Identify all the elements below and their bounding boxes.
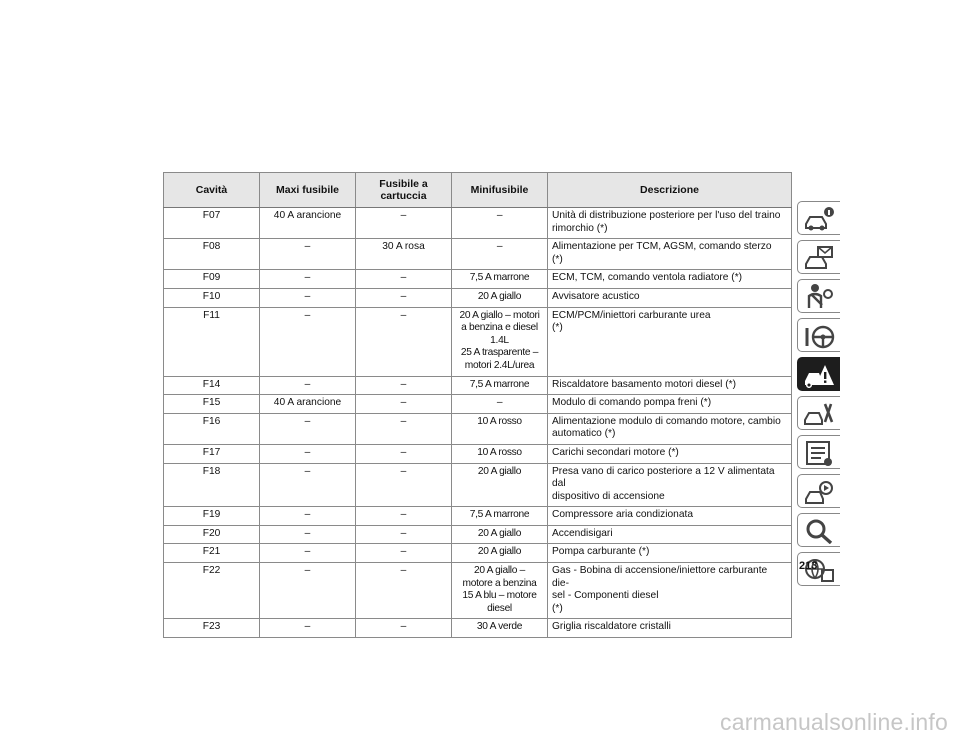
maxi-fuse-cell: –: [260, 270, 356, 289]
table-row: [164, 413, 792, 444]
mini-fuse-cell: 30 A verde: [452, 619, 548, 638]
cavity-cell: F11: [164, 307, 260, 376]
maxi-fuse-cell: –: [260, 376, 356, 395]
maxi-fuse-cell: –: [260, 563, 356, 619]
mini-fuse-cell: 20 A giallo – motore a benzina 15 A blu – motore diesel: [452, 563, 548, 619]
maxi-fuse-cell: –: [260, 463, 356, 507]
cartridge-fuse-cell: –: [356, 288, 452, 307]
cartridge-fuse-cell: –: [356, 463, 452, 507]
table-row: [164, 619, 792, 638]
col-header-mini-fuse: Minifusibile: [452, 173, 548, 208]
description-cell: Gas - Bobina di accensione/iniettore carburante die- sel - Componenti diesel (*): [548, 563, 792, 619]
mini-fuse-cell: 20 A giallo: [452, 463, 548, 507]
cavity-cell: F19: [164, 507, 260, 526]
car-mail-icon: [803, 244, 835, 271]
chapter-tab[interactable]: [797, 396, 840, 430]
table-row: [164, 307, 792, 376]
cavity-cell: F14: [164, 376, 260, 395]
cartridge-fuse-cell: –: [356, 619, 452, 638]
chapter-tab[interactable]: [797, 357, 840, 391]
checklist-icon: [803, 439, 835, 466]
col-header-maxi-fuse: Maxi fusibile: [260, 173, 356, 208]
table-row: [164, 563, 792, 619]
cavity-cell: F10: [164, 288, 260, 307]
fuse-table: [163, 172, 792, 638]
cartridge-fuse-cell: –: [356, 544, 452, 563]
description-cell: Alimentazione modulo di comando motore, cambio automatico (*): [548, 413, 792, 444]
search-icon: [803, 517, 835, 544]
car-info-icon: [803, 205, 835, 232]
mini-fuse-cell: –: [452, 395, 548, 414]
description-cell: Griglia riscaldatore cristalli: [548, 619, 792, 638]
description-cell: Avvisatore acustico: [548, 288, 792, 307]
cavity-cell: F07: [164, 208, 260, 239]
chapter-tab[interactable]: [797, 318, 840, 352]
col-header-cartridge-fuse: Fusibile a cartuccia: [356, 173, 452, 208]
col-header-description: Descrizione: [548, 173, 792, 208]
mini-fuse-cell: 7,5 A marrone: [452, 270, 548, 289]
maxi-fuse-cell: –: [260, 307, 356, 376]
car-multimedia-icon: [803, 478, 835, 505]
table-row: [164, 507, 792, 526]
maxi-fuse-cell: –: [260, 444, 356, 463]
description-cell: Compressore aria condizionata: [548, 507, 792, 526]
header-row: [164, 173, 792, 208]
maxi-fuse-cell: –: [260, 544, 356, 563]
description-cell: Presa vano di carico posteriore a 12 V alimentata dal dispositivo di accensione: [548, 463, 792, 507]
chapter-tab[interactable]: [797, 513, 840, 547]
cavity-cell: F23: [164, 619, 260, 638]
mini-fuse-cell: –: [452, 208, 548, 239]
cavity-cell: F18: [164, 463, 260, 507]
cartridge-fuse-cell: –: [356, 208, 452, 239]
cartridge-fuse-cell: –: [356, 307, 452, 376]
cavity-cell: F15: [164, 395, 260, 414]
cavity-cell: F22: [164, 563, 260, 619]
chapter-tab[interactable]: [797, 474, 840, 508]
cartridge-fuse-cell: –: [356, 444, 452, 463]
description-cell: Carichi secondari motore (*): [548, 444, 792, 463]
cavity-cell: F08: [164, 239, 260, 270]
cavity-cell: F09: [164, 270, 260, 289]
cavity-cell: F21: [164, 544, 260, 563]
maxi-fuse-cell: –: [260, 413, 356, 444]
mini-fuse-cell: 7,5 A marrone: [452, 507, 548, 526]
car-service-icon: [803, 400, 835, 427]
watermark: carmanualsonline.info: [720, 709, 948, 735]
cartridge-fuse-cell: –: [356, 525, 452, 544]
mini-fuse-cell: 20 A giallo: [452, 288, 548, 307]
description-cell: Unità di distribuzione posteriore per l'uso del traino rimorchio (*): [548, 208, 792, 239]
cartridge-fuse-cell: –: [356, 413, 452, 444]
maxi-fuse-cell: –: [260, 288, 356, 307]
description-cell: Accendisigari: [548, 525, 792, 544]
seatbelt-person-icon: [803, 283, 835, 310]
mini-fuse-cell: 20 A giallo: [452, 525, 548, 544]
maxi-fuse-cell: –: [260, 507, 356, 526]
car-warning-icon: [803, 361, 835, 388]
description-cell: ECM/PCM/iniettori carburante urea (*): [548, 307, 792, 376]
description-cell: ECM, TCM, comando ventola radiatore (*): [548, 270, 792, 289]
maxi-fuse-cell: –: [260, 619, 356, 638]
maxi-fuse-cell: –: [260, 239, 356, 270]
maxi-fuse-cell: 40 A arancione: [260, 208, 356, 239]
fuse-table-header: [164, 173, 792, 208]
table-row: [164, 395, 792, 414]
description-cell: Modulo di comando pompa freni (*): [548, 395, 792, 414]
page-number: 213: [799, 560, 818, 572]
cartridge-fuse-cell: –: [356, 507, 452, 526]
chapter-tab[interactable]: [797, 279, 840, 313]
table-row: [164, 525, 792, 544]
cavity-cell: F20: [164, 525, 260, 544]
table-row: [164, 270, 792, 289]
mini-fuse-cell: –: [452, 239, 548, 270]
steering-wheel-icon: [803, 322, 835, 349]
chapter-tab[interactable]: [797, 240, 840, 274]
mini-fuse-cell: 10 A rosso: [452, 444, 548, 463]
table-row: [164, 463, 792, 507]
cartridge-fuse-cell: –: [356, 270, 452, 289]
cartridge-fuse-cell: –: [356, 395, 452, 414]
cartridge-fuse-cell: –: [356, 376, 452, 395]
maxi-fuse-cell: –: [260, 525, 356, 544]
mini-fuse-cell: 20 A giallo – motori a benzina e diesel 1.4L 25 A trasparente – motori 2.4L/urea: [452, 307, 548, 376]
cavity-cell: F16: [164, 413, 260, 444]
description-cell: Riscaldatore basamento motori diesel (*): [548, 376, 792, 395]
table-row: [164, 239, 792, 270]
chapter-tab[interactable]: [797, 435, 840, 469]
col-header-cavity: Cavità: [164, 173, 260, 208]
mini-fuse-cell: 10 A rosso: [452, 413, 548, 444]
cavity-cell: F17: [164, 444, 260, 463]
mini-fuse-cell: 20 A giallo: [452, 544, 548, 563]
cartridge-fuse-cell: 30 A rosa: [356, 239, 452, 270]
chapter-tab[interactable]: [797, 201, 840, 235]
table-row: [164, 288, 792, 307]
table-row: [164, 444, 792, 463]
table-row: [164, 544, 792, 563]
description-cell: Alimentazione per TCM, AGSM, comando sterzo (*): [548, 239, 792, 270]
fuse-table-body: [164, 208, 792, 638]
maxi-fuse-cell: 40 A arancione: [260, 395, 356, 414]
mini-fuse-cell: 7,5 A marrone: [452, 376, 548, 395]
table-row: [164, 376, 792, 395]
table-row: [164, 208, 792, 239]
description-cell: Pompa carburante (*): [548, 544, 792, 563]
cartridge-fuse-cell: –: [356, 563, 452, 619]
